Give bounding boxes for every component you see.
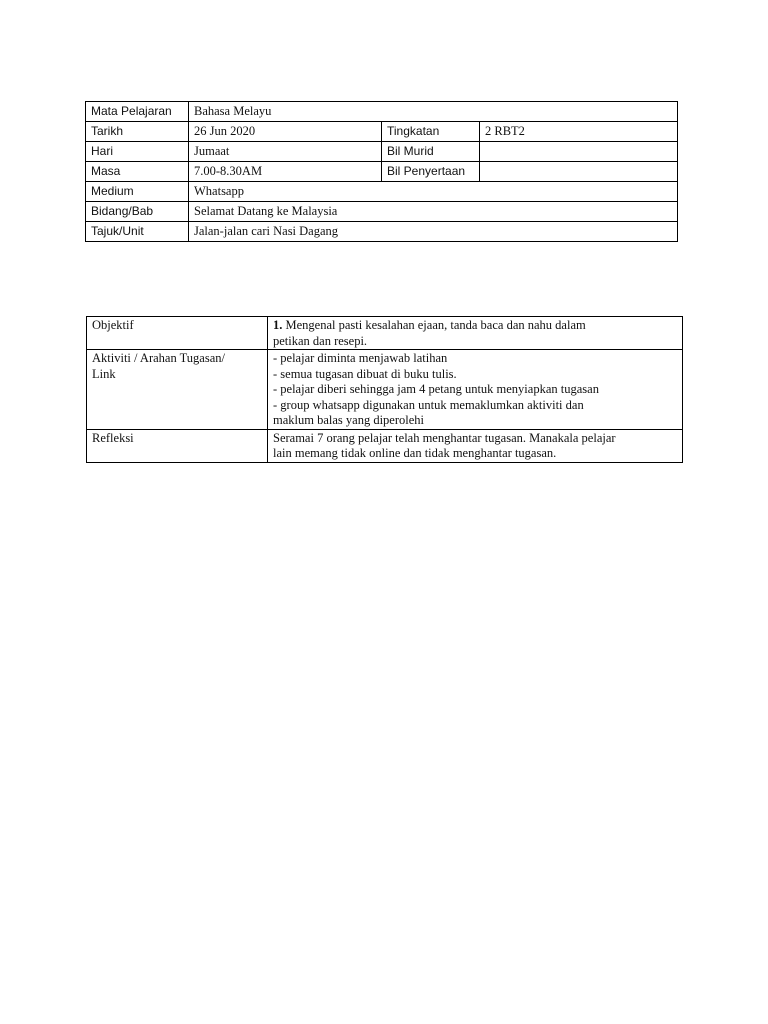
label-medium: Medium	[86, 182, 189, 202]
value-hari: Jumaat	[189, 142, 382, 162]
table-row	[86, 162, 678, 182]
value-tingkatan: 2 RBT2	[480, 122, 678, 142]
label-hari: Hari	[86, 142, 189, 162]
table-row	[86, 202, 678, 222]
aktiviti-line: - group whatsapp digunakan untuk memaklumkan aktiviti dan	[273, 397, 584, 412]
value-bil-murid	[480, 142, 678, 162]
lesson-info-table	[85, 101, 678, 242]
value-tarikh: 26 Jun 2020	[189, 122, 382, 142]
refleksi-line: Seramai 7 orang pelajar telah menghantar tugasan. Manakala pelajar	[273, 430, 616, 445]
value-objektif	[268, 317, 683, 350]
table-row	[86, 142, 678, 162]
label-refleksi: Refleksi	[87, 429, 268, 462]
aktiviti-label-line: Link	[92, 366, 116, 381]
aktiviti-line: - pelajar diberi sehingga jam 4 petang untuk menyiapkan tugasan	[273, 382, 599, 396]
label-tarikh: Tarikh	[86, 122, 189, 142]
label-bidang-bab: Bidang/Bab	[86, 202, 189, 222]
label-mata-pelajaran: Mata Pelajaran	[86, 102, 189, 122]
value-bidang-bab: Selamat Datang ke Malaysia	[189, 202, 678, 222]
refleksi-line: lain memang tidak online dan tidak menghantar tugasan.	[273, 446, 557, 460]
objektif-line	[273, 318, 677, 334]
aktiviti-line: maklum balas yang diperolehi	[273, 413, 425, 427]
table-row	[86, 102, 678, 122]
table-row	[86, 182, 678, 202]
label-objektif: Objektif	[87, 317, 268, 350]
label-masa: Masa	[86, 162, 189, 182]
lesson-plan-table	[86, 316, 683, 463]
value-tajuk-unit: Jalan-jalan cari Nasi Dagang	[189, 222, 678, 242]
table-row	[87, 317, 683, 350]
value-refleksi	[268, 429, 683, 462]
objektif-line: petikan dan resepi.	[273, 333, 368, 348]
objektif-text: Mengenal pasti kesalahan ejaan, tanda baca dan nahu dalam	[285, 318, 586, 332]
value-mata-pelajaran: Bahasa Melayu	[189, 102, 678, 122]
value-bil-penyertaan	[480, 162, 678, 182]
label-bil-murid: Bil Murid	[382, 142, 480, 162]
aktiviti-line: - pelajar diminta menjawab latihan	[273, 351, 448, 365]
label-tajuk-unit: Tajuk/Unit	[86, 222, 189, 242]
value-masa: 7.00-8.30AM	[189, 162, 382, 182]
label-bil-penyertaan: Bil Penyertaan	[382, 162, 480, 182]
value-aktiviti	[268, 350, 683, 430]
label-aktiviti	[87, 350, 268, 430]
table-row	[86, 222, 678, 242]
table-row	[87, 350, 683, 430]
table-row	[87, 429, 683, 462]
value-medium: Whatsapp	[189, 182, 678, 202]
aktiviti-label-line: Aktiviti / Arahan Tugasan/	[92, 351, 225, 365]
objektif-number: 1.	[273, 318, 283, 332]
table-row	[86, 122, 678, 142]
label-tingkatan: Tingkatan	[382, 122, 480, 142]
aktiviti-line: - semua tugasan dibuat di buku tulis.	[273, 366, 457, 381]
